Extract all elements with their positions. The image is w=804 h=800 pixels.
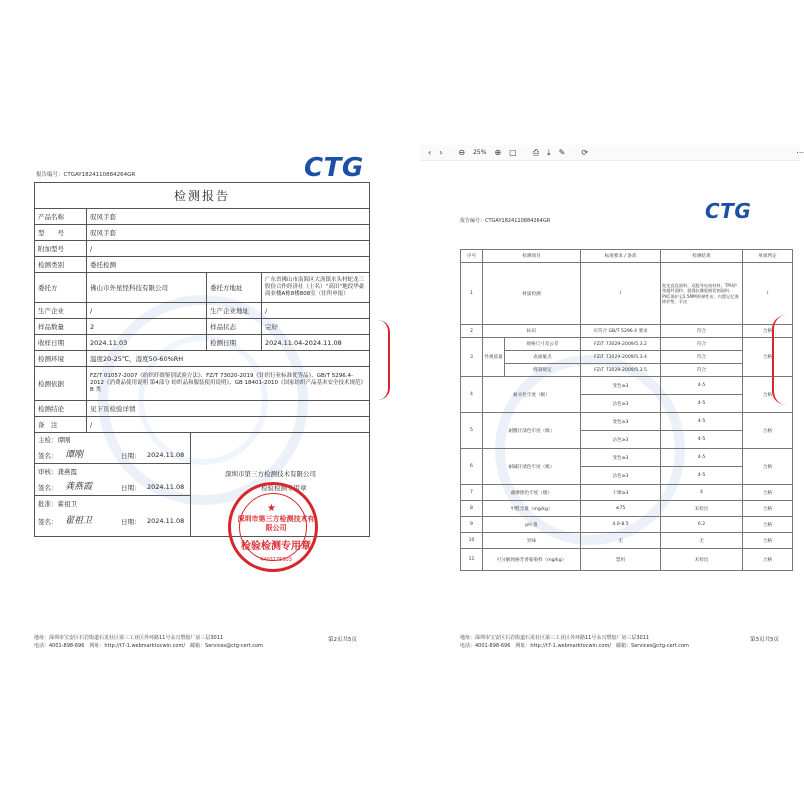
ctg-logo: CTG (705, 199, 752, 223)
field-value: 委托检测 (87, 257, 370, 273)
requirement: / (581, 263, 661, 325)
remark-value: / (87, 417, 370, 433)
item-name: 耐水色牢度（级） (483, 377, 581, 413)
result: 驼龙直纹面料、双股导电丝材料、TPU护垫超纤面料、超强抗撕裂耐切割面料、PVC保护全2.5MM厚弹性布、内置记忆海绵护垫、羊皮 (661, 263, 743, 325)
table-row (35, 225, 370, 241)
table-row (461, 338, 793, 351)
table-row (461, 377, 793, 395)
signature-1: 谭刚 (65, 450, 84, 460)
date-label: 日期： (121, 484, 141, 492)
item-name: 外观质量 (483, 338, 505, 377)
reviewer: 审核：龚燕霞 (38, 468, 77, 476)
download-icon[interactable]: ⤓ (547, 147, 551, 157)
field-label: 产品名称 (35, 209, 87, 225)
column-header: 单项判定 (743, 250, 793, 263)
table-row (461, 517, 793, 533)
result: 4-5 (661, 449, 743, 467)
sample-qty-value: 2 (87, 319, 207, 335)
table-row (461, 325, 793, 338)
sub-item-name: 规格尺寸及公差 (505, 338, 581, 351)
sample-qty-label: 样品数量 (35, 319, 87, 335)
verdict: / (743, 263, 793, 325)
row-number: 1 (461, 263, 483, 325)
result: 符合 (661, 364, 743, 377)
remark-label: 备 注 (35, 417, 87, 433)
table-row (35, 417, 370, 433)
column-header: 标准要求 / 条款 (581, 250, 661, 263)
annotate-icon[interactable]: ✎ (558, 148, 566, 157)
row-number: 7 (461, 485, 483, 501)
main-inspector: 主检：谭刚 (38, 436, 71, 444)
print-icon[interactable]: ⎙ (532, 147, 540, 157)
row-number: 2 (461, 325, 483, 338)
receive-date-value: 2024.11.03 (87, 335, 207, 351)
date-value: 2024.11.08 (147, 517, 185, 525)
footer-address: 地址：深圳市宝安区石岩街道石龙社区第三工业区外环路11号永兴塑胶厂房三层3011 (34, 635, 224, 641)
report-page-2 (28, 145, 388, 665)
table-header-row (461, 250, 793, 263)
result: 未检出 (661, 501, 743, 517)
client-label: 委托方 (35, 273, 87, 303)
sign-label: 签名： (38, 484, 58, 492)
page-number: 第3页共5页 (750, 637, 779, 643)
requirement: 沾色≥3 (581, 395, 661, 413)
table-row (461, 485, 793, 501)
verdict: 合格 (743, 501, 793, 517)
table-row (35, 303, 370, 319)
table-row (35, 335, 370, 351)
conclusion-value: 见下页检验详情 (87, 401, 370, 417)
pdf-viewer (420, 145, 804, 665)
signature-block (35, 433, 370, 537)
requirement: 无 (581, 533, 661, 549)
requirement: 变色≥3 (581, 413, 661, 431)
verdict: 合格 (743, 338, 793, 377)
seal-fragment (378, 320, 390, 400)
table-row (35, 367, 370, 401)
verdict: 合格 (743, 449, 793, 485)
report-number: 报告编号：CTGAY1824110884264GR (460, 218, 551, 224)
row-number: 6 (461, 449, 483, 485)
env-value: 温度20-25℃，湿度50-60%RH (87, 351, 370, 367)
basis-label: 检测依据 (35, 367, 87, 401)
item-name: 耐碱汗渍色牢度（级） (483, 449, 581, 485)
date-label: 日期： (121, 518, 141, 526)
row-number: 8 (461, 501, 483, 517)
table-row (461, 533, 793, 549)
divider (190, 433, 191, 537)
official-seal (228, 482, 318, 572)
item-name: 耐酸汗渍色牢度（级） (483, 413, 581, 449)
row-number: 5 (461, 413, 483, 449)
client-address-label: 委托方地址 (207, 273, 262, 303)
result: 4-5 (661, 413, 743, 431)
rotate-icon[interactable]: ⟳ (581, 148, 589, 157)
table-row (461, 413, 793, 431)
page-number: 第2页共5页 (328, 637, 357, 643)
verdict: 合格 (743, 413, 793, 449)
seal-use-text: 检验检测专用章 (261, 484, 307, 492)
basis-value: FZ/T 01057-2007《纺织纤维鉴别试验方法》、FZ/T 73020-2019《针织行业标准优等品》、GB/T 5296.4-2012《消费品使用说明 第4部分 纺织品和服装使用说明》、GB 18401-2010《国家纺织产品基本安全技术规范》B 类 (87, 367, 370, 401)
requirement: FZ/T 73029-2009/5.3.4 (581, 351, 661, 364)
table-row (35, 273, 370, 303)
back-icon[interactable]: ‹ (428, 148, 432, 157)
result: 4-5 (661, 377, 743, 395)
row-number: 11 (461, 549, 483, 571)
requirement: FZ/T 73029-2009/5.3.5 (581, 364, 661, 377)
field-value: 驭风手套 (87, 209, 370, 225)
report-number: 报告编号：CTGAY1824110884264GR (36, 172, 136, 178)
table-row (461, 263, 793, 325)
item-name: 可分解致癌芳香胺染料（mg/kg） (483, 549, 581, 571)
sample-state-label: 样品状态 (207, 319, 262, 335)
requirement: 沾色≥3 (581, 467, 661, 485)
item-name: 材质检测 (483, 263, 581, 325)
seal-arc (378, 320, 390, 400)
sign-label: 签名： (38, 452, 58, 460)
result: 4 (661, 485, 743, 501)
conclusion-label: 检测结论 (35, 401, 87, 417)
receive-date-label: 收样日期 (35, 335, 87, 351)
sign-label: 签名： (38, 518, 58, 526)
field-label: 检测类别 (35, 257, 87, 273)
result: 符合 (661, 325, 743, 338)
requirement: 变色≥3 (581, 377, 661, 395)
result: 符合 (661, 338, 743, 351)
seal-fragment (772, 315, 786, 405)
table-row (35, 241, 370, 257)
field-value: 驭风手套 (87, 225, 370, 241)
result: 无 (661, 533, 743, 549)
seal-org-text: 深圳市第三方检测技术有限公司 (225, 470, 316, 478)
item-name: pH 值 (483, 517, 581, 533)
field-value: / (87, 241, 370, 257)
producer-label: 生产企业 (35, 303, 87, 319)
result: 4-5 (661, 467, 743, 485)
producer-address-label: 生产企业地址 (207, 303, 262, 319)
table-row (35, 209, 370, 225)
seal-arc (772, 315, 786, 405)
verdict: 合格 (743, 517, 793, 533)
requirement: 变色≥3 (581, 449, 661, 467)
sub-item-name: 缝制规定 (505, 364, 581, 377)
sub-item-name: 表面疵点 (505, 351, 581, 364)
report-title: 检测报告 (35, 183, 370, 209)
date-value: 2024.11.08 (147, 483, 185, 491)
results-table (460, 249, 793, 571)
footer-contact: 电话：4001-898-696 网址：http://t7-1.webmarktocwin.com/ 邮箱：Services@ctg-cert.com (460, 643, 689, 649)
table-row (461, 449, 793, 467)
result: 4-5 (661, 395, 743, 413)
verdict: 合格 (743, 549, 793, 571)
verdict: 合格 (743, 533, 793, 549)
producer-address-value: / (262, 303, 370, 319)
table-row (461, 501, 793, 517)
table-row (461, 549, 793, 571)
zoom-in-icon[interactable]: ⊕ (494, 148, 502, 157)
report-info-table (34, 182, 370, 537)
table-row (35, 401, 370, 417)
field-label: 附加型号 (35, 241, 87, 257)
row-number: 10 (461, 533, 483, 549)
test-date-value: 2024.11.04-2024.11.08 (262, 335, 370, 351)
requirement: 应符合 GB/T 5296.4 要求 (581, 325, 661, 338)
requirement: 干摩≥3 (581, 485, 661, 501)
column-header: 序号 (461, 250, 483, 263)
requirement: 禁用 (581, 549, 661, 571)
field-label: 型 号 (35, 225, 87, 241)
date-value: 2024.11.08 (147, 451, 185, 459)
zoom-out-icon[interactable]: ⊖ (458, 148, 466, 157)
env-label: 检测环境 (35, 351, 87, 367)
requirement: FZ/T 73029-2009/5.3.2 (581, 338, 661, 351)
result: 未检出 (661, 549, 743, 571)
fit-page-icon[interactable]: ▢ (509, 148, 517, 157)
forward-icon[interactable]: › (439, 148, 443, 157)
row-number: 4 (461, 377, 483, 413)
footer-address: 地址：深圳市宝安区石岩街道石龙社区第三工业区外环路11号永兴塑胶厂房三层3011 (460, 635, 650, 641)
sample-state-value: 完好 (262, 319, 370, 335)
seal-number: 4403175503 (260, 557, 292, 563)
requirement: 沾色≥3 (581, 431, 661, 449)
test-date-label: 检测日期 (207, 335, 262, 351)
table-row (35, 319, 370, 335)
item-name: 耐摩擦色牢度（级） (483, 485, 581, 501)
item-name: 标识 (483, 325, 581, 338)
result: 6.2 (661, 517, 743, 533)
footer-contact: 电话：4001-898-696 网址：http://t7-1.webmarktocwin.com/ 邮箱：Services@ctg-cert.com (34, 643, 263, 649)
verdict: 合格 (743, 377, 793, 413)
more-icon[interactable]: ⋯ (796, 148, 804, 157)
signature-2: 龚燕霞 (65, 482, 93, 492)
column-header: 检测项目 (483, 250, 581, 263)
producer-value: / (87, 303, 207, 319)
requirement: ≤75 (581, 501, 661, 517)
row-number: 9 (461, 517, 483, 533)
date-label: 日期： (121, 452, 141, 460)
zoom-level: 25% (473, 149, 487, 156)
client-address-value: 广东省佛山市南海区大沥镇水头村蛇龙三股份合作经济社（土名）“高田”地段华豪商业楼A栋8楼808室（住所申报） (262, 273, 370, 303)
item-name: 甲醛含量（mg/kg） (483, 501, 581, 517)
approver: 批准：翟祖卫 (38, 500, 77, 508)
requirement: 4.0-8.5 (581, 517, 661, 533)
table-row (35, 351, 370, 367)
result: 4-5 (661, 431, 743, 449)
viewer-toolbar (420, 145, 804, 161)
item-name: 异味 (483, 533, 581, 549)
signature-3: 翟祖卫 (65, 516, 93, 526)
client-value: 佛山市外星怪科技有限公司 (87, 273, 207, 303)
verdict: 合格 (743, 325, 793, 338)
result: 符合 (661, 351, 743, 364)
seal-ring-text: 深圳市第三方检测技术有限公司 (237, 515, 315, 532)
ctg-logo: CTG (304, 153, 364, 183)
divider (35, 495, 190, 496)
verdict: 合格 (743, 485, 793, 501)
row-number: 3 (461, 338, 483, 377)
divider (35, 463, 190, 464)
table-row (35, 257, 370, 273)
column-header: 检测结果 (661, 250, 743, 263)
seal-use-label: 检验检测专用章 (241, 541, 311, 552)
seal-star-icon: ★ (267, 503, 276, 514)
